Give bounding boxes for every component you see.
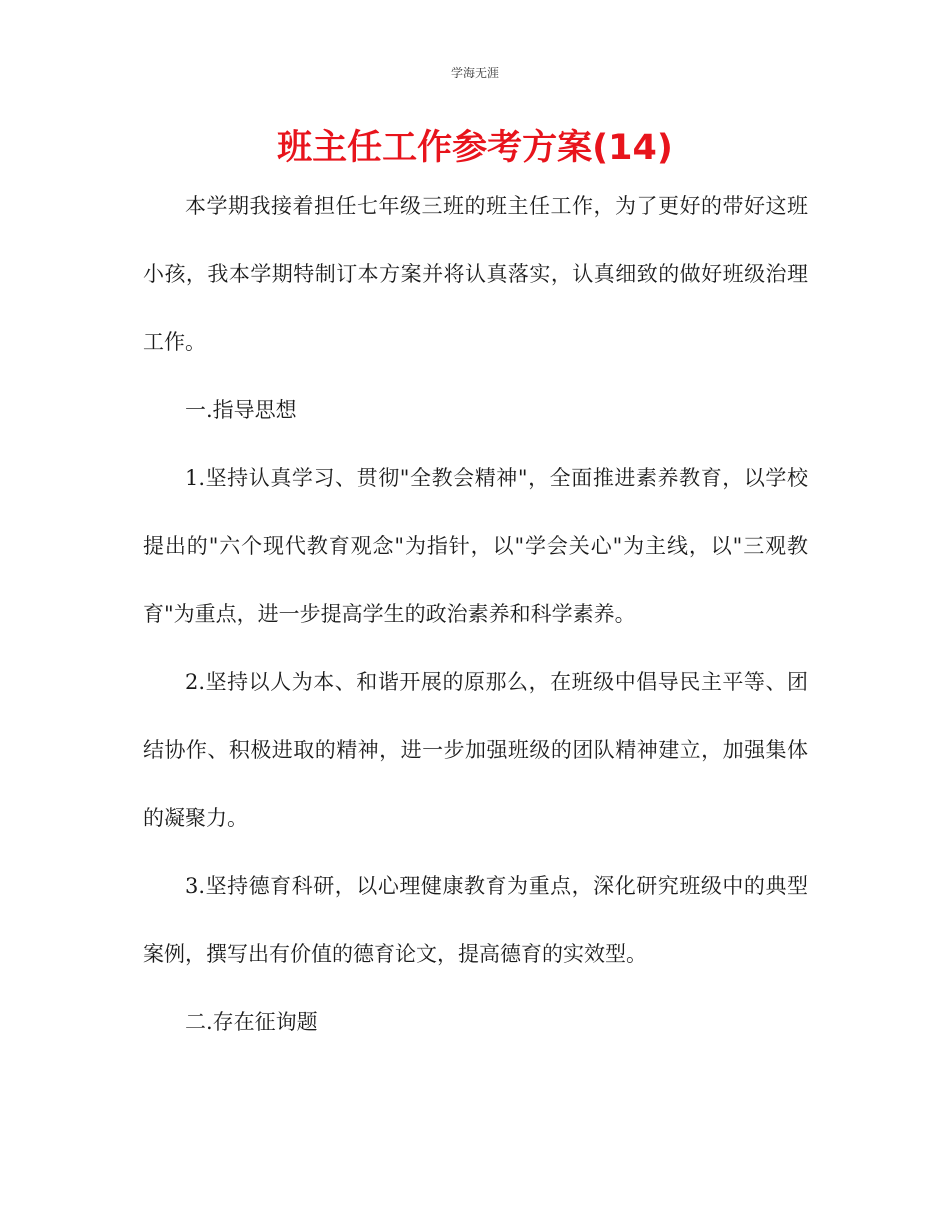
document-title: 班主任工作参考方案(14) <box>277 128 673 168</box>
page-header: 学海无涯 <box>450 66 499 80</box>
document-body <box>143 172 808 1056</box>
paragraph-point-3: 3.坚持德育科研，以心理健康教育为重点，深化研究班级中的典型案例，撰写出有价值的德育论文，提高德育的实效型。 <box>143 874 808 966</box>
section-heading-existing-problems: 二.存在征询题 <box>185 1010 318 1034</box>
paragraph-point-2: 2.坚持以人为本、和谐开展的原那么，在班级中倡导民主平等、团结协作、积极进取的精神，进一步加强班级的团队精神建立，加强集体的凝聚力。 <box>143 670 808 830</box>
section-heading-guiding-ideology: 一.指导思想 <box>185 398 297 422</box>
paragraph-point-1: 1.坚持认真学习、贯彻"全教会精神"，全面推进素养教育，以学校提出的"六个现代教育观念"为指针，以"学会关心"为主线，以"三观教育"为重点，进一步提高学生的政治素养和科学素养。 <box>143 466 808 626</box>
paragraph-intro: 本学期我接着担任七年级三班的班主任工作，为了更好的带好这班小孩，我本学期特制订本方案并将认真落实，认真细致的做好班级治理工作。 <box>143 194 808 354</box>
